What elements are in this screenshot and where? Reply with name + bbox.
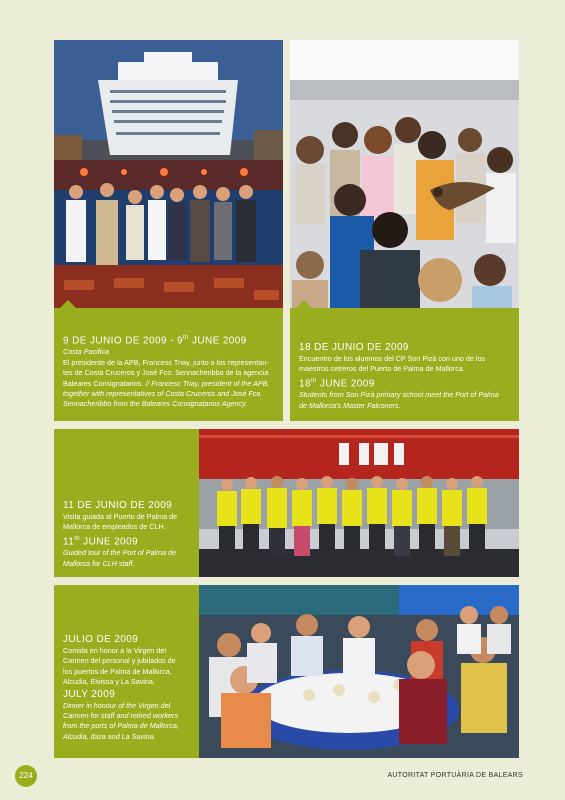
- event-date: 18 DE JUNIO DE 2009: [299, 342, 409, 353]
- photo-clh-staff-group: [199, 429, 519, 577]
- event-date-en: JULY 2009: [63, 688, 116, 700]
- caption-notch: [296, 300, 312, 308]
- event-description-en-line: Mallorca for CLH staff.: [63, 558, 135, 568]
- event-caption-virgen-del-carmen: [54, 585, 199, 758]
- event-description-en-line: de Mallorca's Master Falconers.: [299, 400, 401, 410]
- event-title: Costa Pacifica: [63, 347, 109, 357]
- event-description-line: Visita guiada al Puerto de Palma de: [63, 512, 178, 521]
- photo-students-falconer: [290, 40, 519, 308]
- event-date-en: 11th JUNE 2009: [63, 535, 138, 548]
- event-description-en-line: Students from Son Pizà primary school meet the Port of Palma: [299, 390, 499, 400]
- event-date: 11 DE JUNIO DE 2009: [63, 500, 173, 511]
- event-description-en-line: from the ports of Palma de Mallorca,: [63, 721, 179, 731]
- event-description-en-line: Sennacheribbo from the Baleares Consignatarios Agency.: [63, 399, 248, 409]
- event-description-en-line: Guided tour of the Port of Palma de: [63, 548, 177, 558]
- event-description-line: los puertos de Palma de Mallorca,: [63, 666, 172, 676]
- event-description-line: Baleares Consignatarios. // Francesc Triay, president of the APB,: [63, 378, 270, 388]
- event-caption-costa-pacifica: [54, 308, 283, 421]
- event-description-line: Carmen del personal y jubilados de: [63, 656, 176, 666]
- photo-cruise-ship-group: [54, 40, 283, 308]
- event-description-line: tes de Costa Cruceros y José Fco. Sennacheribbo de la agencia: [63, 368, 269, 378]
- event-description-en-line: Dinner in honour of the Virgen del: [63, 700, 171, 710]
- event-date-en: 18th JUNE 2009: [299, 377, 375, 390]
- event-description-line: Alcudia, Eivissa y La Savina.: [63, 677, 155, 687]
- event-description-line: Mallorca de empleados de CLH.: [63, 522, 166, 532]
- photo-dinner-group: [199, 585, 519, 758]
- event-description-line: El presidente de la APB, Francesc Triay, junto a los representan-: [63, 357, 269, 367]
- event-caption-students: [290, 308, 519, 421]
- event-description-en-line: together with representatives of Costa Cruceros and José Fco.: [63, 388, 263, 398]
- caption-notch: [60, 300, 76, 308]
- footer-publisher: AUTORITAT PORTUÀRIA DE BALEARS: [387, 772, 523, 779]
- event-caption-clh-tour: [54, 429, 199, 577]
- event-description-en-line: Carmen for staff and retired workers: [63, 711, 179, 721]
- event-description-line: Comida en honor a la Virgen del: [63, 646, 166, 655]
- event-date: JULIO DE 2009: [63, 634, 139, 645]
- page-number: 224: [15, 765, 37, 787]
- event-description-line: maestros cetreros del Puerto de Palma de Mallorca.: [299, 364, 465, 374]
- event-description-en-line: Alcudia, Ibiza and La Savina.: [63, 731, 156, 741]
- event-description-line: Encuentro de los alumnos del CP Son Pizà con uno de los: [299, 354, 486, 363]
- event-date: 9 DE JUNIO DE 2009 - 9th JUNE 2009: [63, 335, 247, 347]
